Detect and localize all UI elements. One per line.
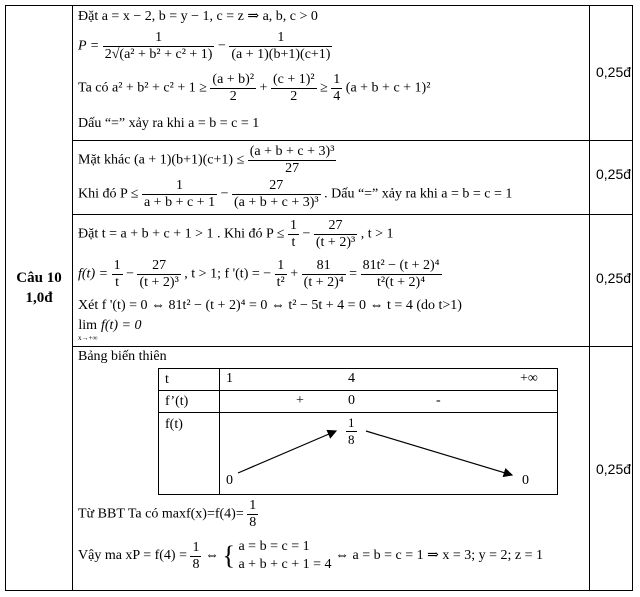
score-row-2: 0,25đ — [596, 166, 632, 182]
row3-critical-point: Xét f '(t) = 0 ⇔ 81t² − (t + 2)⁴ = 0 ⇔ t² − 5t + 4 = 0 ⇔ t = 4 (do t>1) — [78, 298, 462, 313]
fraction: $\frac{1}{\text{t²}}$ — [276, 258, 285, 290]
f-label: f(t) — [159, 413, 220, 495]
row1-p-expression: P = $\frac{1}{\text{2√(a² + b² + c² + 1)}}$ − $\frac{1}{(a + 1)(b+1)(c+1)}$ — [78, 30, 331, 62]
score-row-1: 0,25đ — [596, 64, 632, 80]
fraction: $\frac{1}{(a + 1)(b+1)(c+1)}$ — [231, 30, 331, 62]
fraction: $\frac{27}{\text{(a + b + c + 3)³}}$ — [233, 178, 319, 210]
fraction: $\frac{1}{8}$ — [192, 539, 200, 572]
f-max-value: $\frac{1}{8}$ — [348, 415, 355, 447]
row3-limit: lim x→+∞ f(t) = 0 — [78, 318, 142, 342]
fraction: $\frac{27}{\text{(t + 2)³}}$ — [139, 258, 179, 290]
final-answer: Vậy ma xP = f(4) = $\frac{1}{8}$ ⇔ { a = b = c = 1 a + b + c + 1 = 4 ⇔ a = b = c = 1 ⇒ x = 3; y = 2; z = 1 — [78, 539, 544, 572]
max-conclusion: Từ BBT Ta có maxf(x)=f(4)= $\frac{1}{8}$ — [78, 498, 257, 530]
fraction: $\frac{1}{a + b + c + 1}$ — [143, 178, 216, 210]
f-left-value: 0 — [226, 473, 233, 488]
column-divider-left — [72, 6, 73, 590]
t-value-4: 4 — [348, 371, 355, 386]
score-row-4: 0,25đ — [596, 461, 632, 477]
decreasing-arrow — [366, 431, 512, 475]
score-row-3: 0,25đ — [596, 270, 632, 286]
fprime-label: f’(t) — [159, 391, 220, 413]
variation-table — [158, 368, 558, 495]
f-right-value: 0 — [522, 473, 529, 488]
column-divider-right — [589, 6, 590, 590]
fraction: $\frac{\text{(a + b)²}}{2}$ — [212, 72, 255, 104]
row1-equality-condition: Dấu “=” xảy ra khi a = b = c = 1 — [78, 116, 260, 131]
fraction: $\frac{1}{t}$ — [289, 218, 297, 250]
equation-system: a = b = c = 1 a + b + c + 1 = 4 — [238, 539, 332, 572]
row-divider-2 — [72, 214, 633, 215]
fprime-sign-minus: - — [436, 393, 441, 408]
fraction: $\frac{\text{(c + 1)²}}{2}$ — [272, 72, 315, 104]
fraction: $\frac{\text{(a + b + c + 3)³}}{27}$ — [249, 144, 335, 176]
row2-bound: Mặt khác (a + 1)(b+1)(c+1) ≤ $\frac{\text{(a + b + c + 3)³}}{27}$ — [78, 144, 335, 176]
system-brace: { — [222, 541, 235, 570]
fraction: $\frac{1}{\text{2√(a² + b² + c² + 1)}}$ — [104, 30, 213, 62]
row1-substitution: Đặt a = x − 2, b = y − 1, c = z ⇒ a, b, c > 0 — [78, 9, 318, 24]
t-label: t — [159, 369, 220, 391]
fprime-zero: 0 — [348, 393, 355, 408]
variation-arrows — [220, 413, 560, 495]
fprime-sign-plus: + — [296, 393, 304, 408]
answer-table — [5, 5, 633, 591]
fraction: $\frac{1}{t}$ — [113, 258, 121, 290]
question-label — [6, 268, 72, 308]
row3-substitution: Đặt t = a + b + c + 1 > 1 . Khi đó P ≤ $\frac{1}{t}$ − $\frac{27}{\text{(t + 2)³}}$ , t > 1 — [78, 218, 394, 250]
question-points: 1,0đ — [25, 290, 53, 306]
fraction: $\frac{27}{\text{(t + 2)³}}$ — [315, 218, 356, 250]
question-number: Câu 10 — [16, 270, 62, 286]
row1-inequality: Ta có a² + b² + c² + 1 ≥ $\frac{\text{(a + b)²}}{2}$ + $\frac{\text{(c + 1)²}}{2}$ ≥ $\frac{1}{4}$ (a + b + c + 1)² — [78, 72, 431, 104]
fraction: $\frac{1}{8}$ — [249, 498, 257, 530]
fraction: $\frac{1}{4}$ — [333, 72, 341, 104]
fraction: $\frac{81}{\text{(t + 2)⁴}}$ — [303, 258, 344, 290]
variation-table-title: Bảng biến thiên — [78, 349, 167, 364]
t-value-infinity: +∞ — [520, 371, 538, 386]
fraction: $\frac{\text{81t² − (t + 2)⁴}}{\text{t²(t + 2)⁴}}$ — [362, 258, 440, 290]
row-divider-1 — [72, 140, 633, 141]
row2-p-bound: Khi đó P ≤ $\frac{1}{a + b + c + 1}$ − $\frac{27}{\text{(a + b + c + 3)³}}$ . Dấu “=” xảy ra khi a = b = c = 1 — [78, 178, 513, 210]
increasing-arrow — [238, 431, 336, 473]
row-divider-3 — [72, 346, 633, 347]
t-value-1: 1 — [226, 371, 233, 386]
row3-function-derivative: f(t) = $\frac{1}{t}$ − $\frac{27}{\text{(t + 2)³}}$ , t > 1; f '(t) = − $\frac{1}{\text{t²}}$ + $\frac{81}{\text{(t + 2)⁴}}$ = $\frac{\text{81t² − (t + 2)⁴}}{\text{t²(t + 2)⁴}}$ — [78, 258, 440, 290]
